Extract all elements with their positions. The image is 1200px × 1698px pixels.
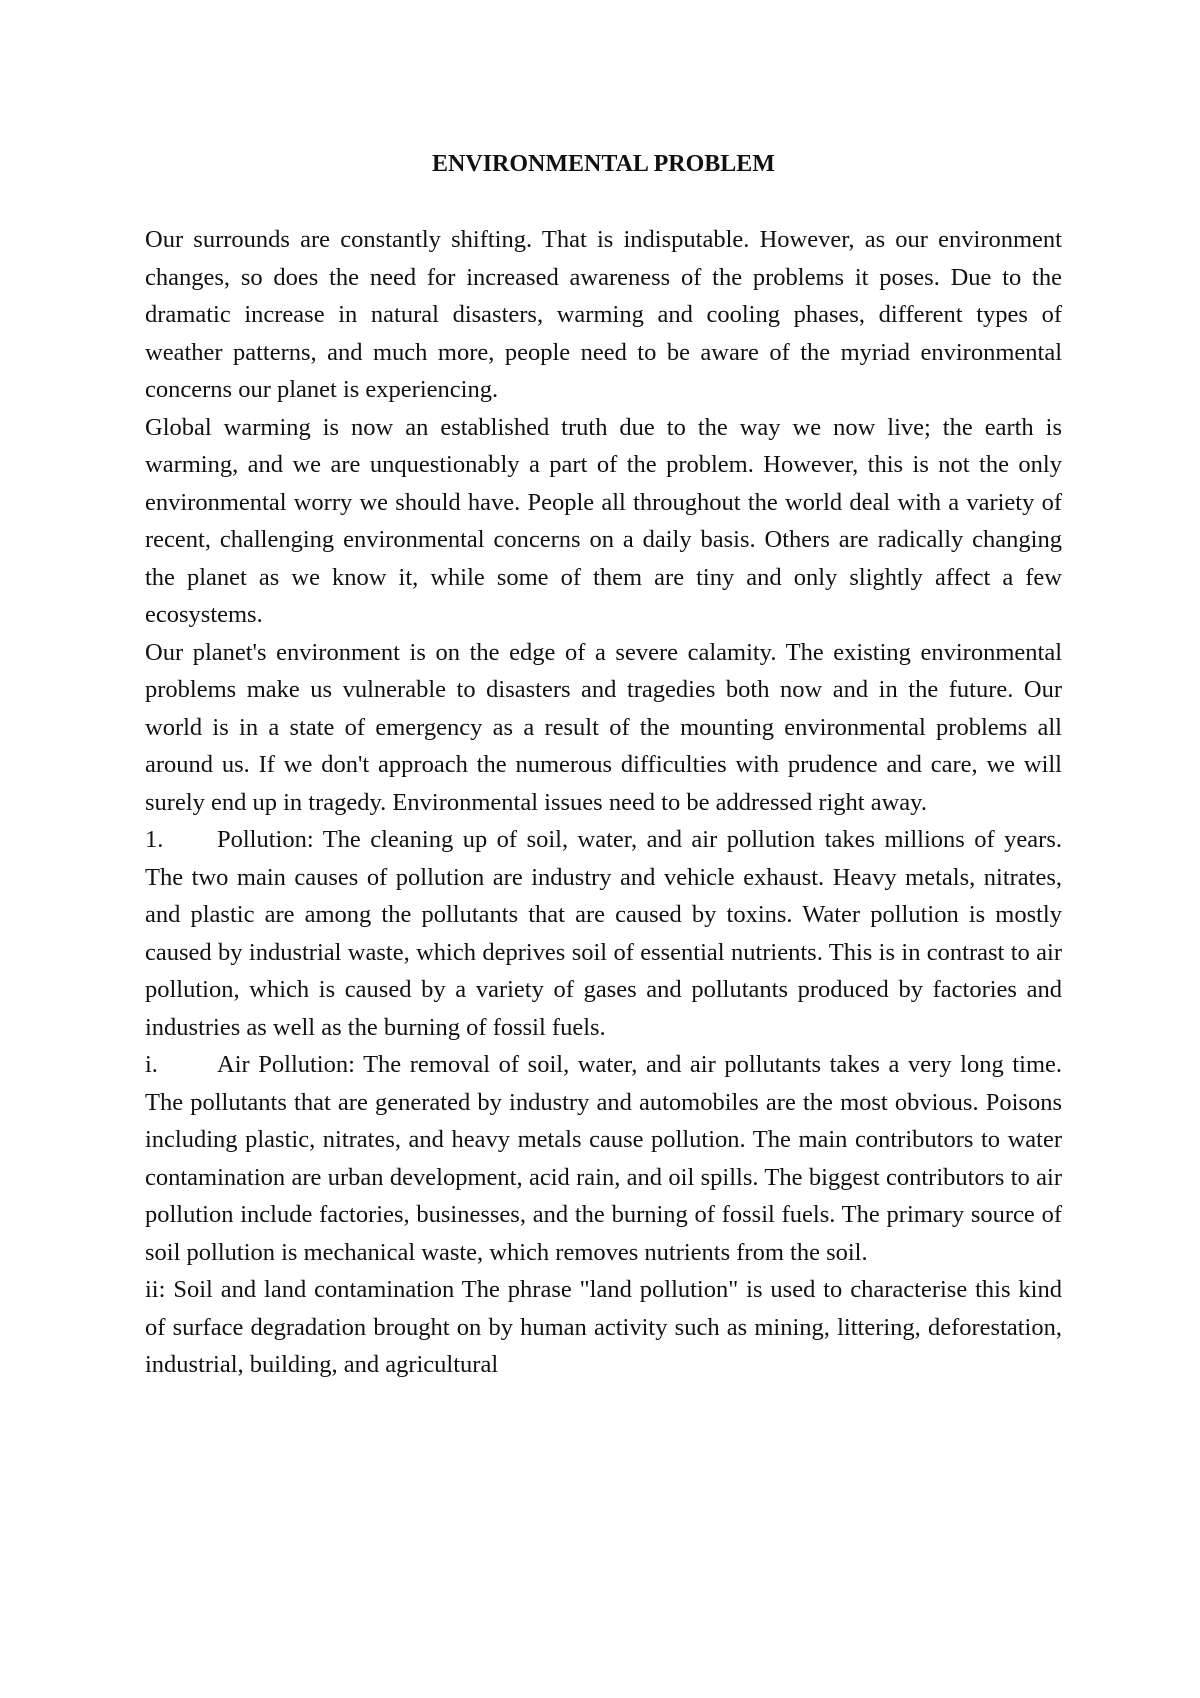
list-marker: 1. (145, 826, 164, 853)
paragraph-global-warming: Global warming is now an established truth due to the way we now live; the earth is warming, and we are unquestionably a part of the problem. However, this is not the only environmental worry we should have. People all throughout the world deal with a variety of recent, challenging environmental concerns on a daily basis. Others are radically changing the planet as we know it, while some of them are tiny and only slightly affect a few ecosystems. (145, 413, 1062, 628)
list-item-air-pollution (145, 1046, 1062, 1271)
list-item-text: Pollution: The cleaning up of soil, water, and air pollution takes millions of years. The two main causes of pollution are industry and vehicle exhaust. Heavy metals, nitrates, and plastic are among the pollutants that are caused by toxins. Water pollution is mostly caused by industrial waste, which deprives soil of essential nutrients. This is in contrast to air pollution, which is caused by a variety of gases and pollutants produced by factories and industries as well as the burning of fossil fuels. (145, 826, 1062, 1041)
list-marker: i. (145, 1051, 158, 1078)
document-body (145, 146, 1062, 1384)
paragraph-soil-contamination: ii: Soil and land contamination The phrase "land pollution" is used to characterise this kind of surface degradation brought on by human activity such as mining, littering, deforestation, industrial, building, and agricultural (145, 1276, 1062, 1378)
paragraph-calamity: Our planet's environment is on the edge of a severe calamity. The existing environmental problems make us vulnerable to disasters and tragedies both now and in the future. Our world is in a state of emergency as a result of the mounting environmental problems all around us. If we don't approach the numerous difficulties with prudence and care, we will surely end up in tragedy. Environmental issues need to be addressed right away. (145, 638, 1062, 816)
document-title: ENVIRONMENTAL PROBLEM (432, 151, 775, 177)
paragraph-intro: Our surrounds are constantly shifting. That is indisputable. However, as our environment changes, so does the need for increased awareness of the problems it poses. Due to the dramatic increase in natural disasters, warming and cooling phases, different types of weather patterns, and much more, people need to be aware of the myriad environmental concerns our planet is experiencing. (145, 226, 1062, 403)
list-item-pollution (145, 821, 1062, 1046)
list-item-text: Air Pollution: The removal of soil, water, and air pollutants takes a very long time. The pollutants that are generated by industry and automobiles are the most obvious. Poisons including plastic, nitrates, and heavy metals cause pollution. The main contributors to water contamination are urban development, acid rain, and oil spills. The biggest contributors to air pollution include factories, businesses, and the burning of fossil fuels. The primary source of soil pollution is mechanical waste, which removes nutrients from the soil. (145, 1051, 1062, 1266)
